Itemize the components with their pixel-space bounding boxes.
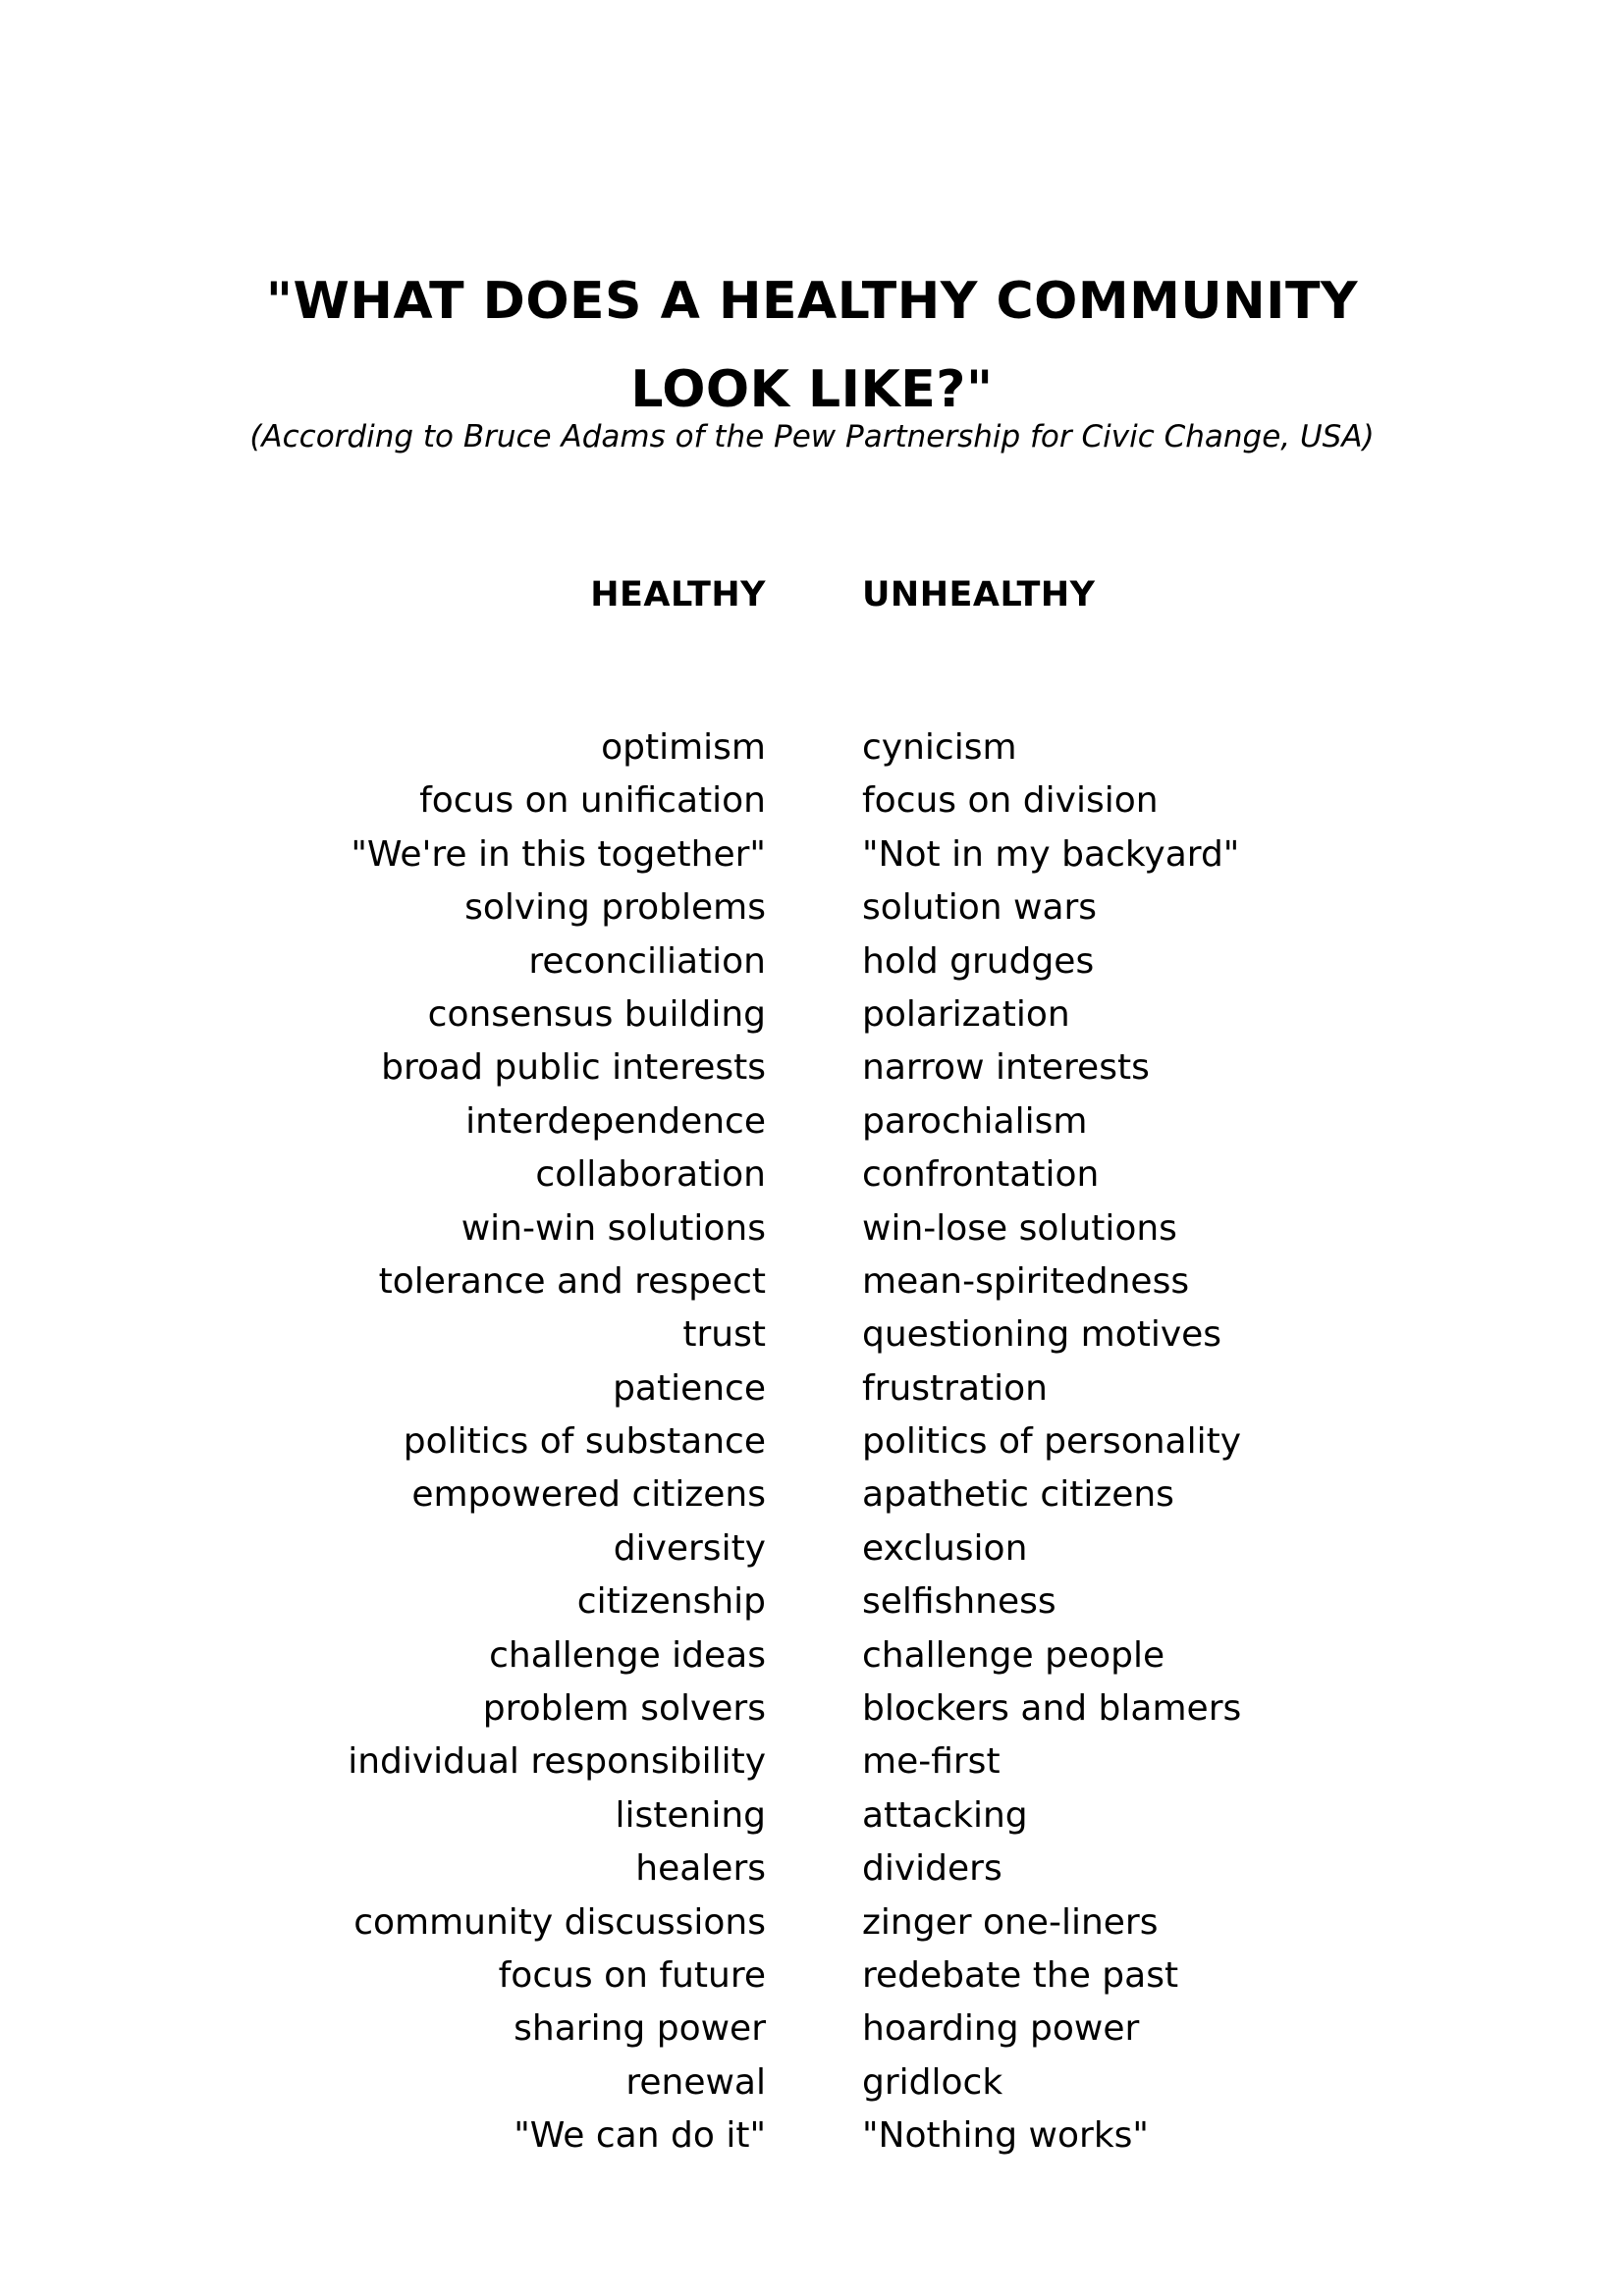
unhealthy-item: me-first (862, 1741, 1001, 1783)
unhealthy-item: selfishness (862, 1581, 1056, 1623)
unhealthy-item: redebate the past (862, 1954, 1179, 1996)
unhealthy-item: parochialism (862, 1100, 1088, 1142)
unhealthy-item: hoarding power (862, 2008, 1140, 2050)
unhealthy-column (862, 567, 1451, 2163)
page-title-line-2: LOOK LIKE?" (630, 360, 994, 419)
healthy-item: patience (613, 1367, 766, 1409)
unhealthy-item: politics of personality (862, 1421, 1242, 1463)
healthy-item: "We can do it" (514, 2115, 766, 2157)
healthy-item: challenge ideas (489, 1634, 766, 1676)
unhealthy-item: exclusion (862, 1527, 1028, 1569)
healthy-item: diversity (613, 1527, 766, 1569)
page-title (0, 257, 1624, 434)
healthy-item: win-win solutions (460, 1207, 766, 1249)
unhealthy-list (862, 721, 1451, 2163)
healthy-item: focus on future (498, 1954, 766, 1996)
unhealthy-item: narrow interests (862, 1047, 1150, 1089)
healthy-item: solving problems (464, 887, 766, 929)
healthy-item: empowered citizens (411, 1474, 766, 1516)
healthy-item: consensus building (427, 993, 766, 1035)
healthy-item: reconciliation (528, 940, 766, 982)
unhealthy-item: dividers (862, 1848, 1002, 1890)
healthy-item: broad public interests (381, 1047, 766, 1089)
healthy-item: politics of substance (403, 1421, 766, 1463)
unhealthy-item: blockers and blamers (862, 1688, 1242, 1730)
healthy-item: collaboration (535, 1154, 766, 1196)
unhealthy-item: mean-spiritedness (862, 1260, 1190, 1302)
page-title-line-1: "WHAT DOES A HEALTHY COMMUNITY (265, 272, 1359, 331)
healthy-column (196, 567, 766, 2163)
unhealthy-item: attacking (862, 1794, 1028, 1836)
unhealthy-item: polarization (862, 993, 1070, 1035)
healthy-item: focus on unification (419, 780, 766, 822)
unhealthy-item: focus on division (862, 780, 1159, 822)
healthy-list (196, 721, 766, 2163)
healthy-item: renewal (625, 2061, 766, 2103)
healthy-column-header: HEALTHY (590, 575, 766, 614)
unhealthy-item: cynicism (862, 727, 1017, 768)
healthy-item: "We're in this together" (351, 833, 766, 875)
unhealthy-item: "Nothing works" (862, 2115, 1149, 2157)
healthy-item: tolerance and respect (378, 1260, 766, 1302)
unhealthy-item: win-lose solutions (862, 1207, 1177, 1249)
healthy-item: optimism (601, 727, 766, 768)
healthy-item: individual responsibility (348, 1741, 766, 1783)
unhealthy-item: confrontation (862, 1154, 1100, 1196)
unhealthy-item: "Not in my backyard" (862, 833, 1240, 875)
attribution-subtitle: (According to Bruce Adams of the Pew Partnership for Civic Change, USA) (249, 419, 1375, 454)
unhealthy-item: challenge people (862, 1634, 1165, 1676)
unhealthy-column-header: UNHEALTHY (862, 575, 1096, 614)
unhealthy-item: zinger one-liners (862, 1901, 1159, 1943)
healthy-item: listening (615, 1794, 766, 1836)
healthy-item: trust (682, 1314, 766, 1356)
healthy-item: healers (635, 1848, 766, 1890)
healthy-item: community discussions (353, 1901, 766, 1943)
healthy-item: sharing power (514, 2008, 766, 2050)
healthy-item: interdependence (465, 1100, 766, 1142)
unhealthy-item: gridlock (862, 2061, 1003, 2103)
unhealthy-item: hold grudges (862, 940, 1095, 982)
unhealthy-item: apathetic citizens (862, 1474, 1174, 1516)
healthy-item: problem solvers (482, 1688, 766, 1730)
unhealthy-item: solution wars (862, 887, 1098, 929)
unhealthy-item: frustration (862, 1367, 1048, 1409)
healthy-item: citizenship (576, 1581, 766, 1623)
unhealthy-item: questioning motives (862, 1314, 1222, 1356)
